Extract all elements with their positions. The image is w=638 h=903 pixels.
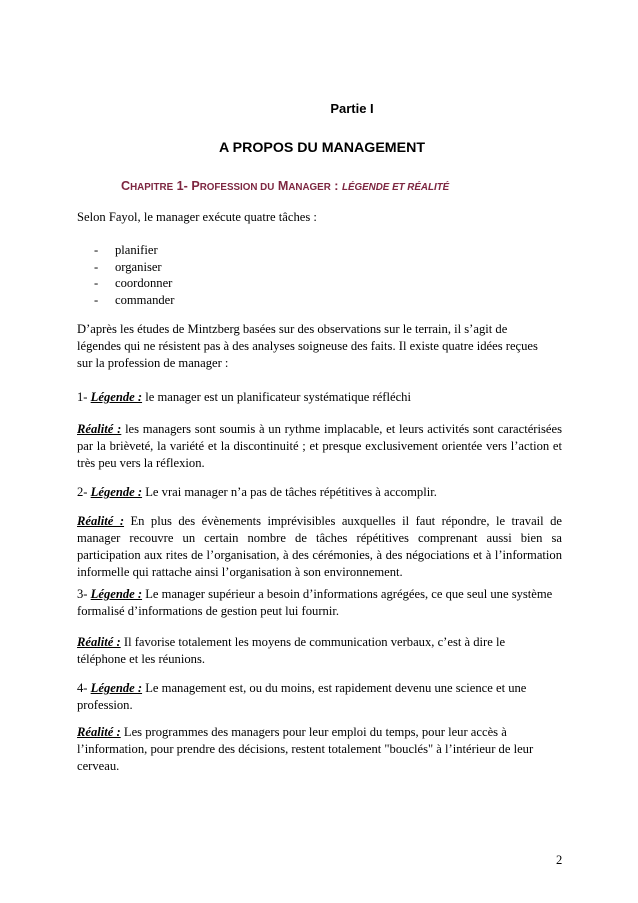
- legende-label: Légende :: [90, 390, 143, 404]
- legende-label: Légende :: [90, 587, 143, 601]
- item-number: 2-: [77, 485, 88, 499]
- legende-1: [77, 389, 562, 406]
- legende-label: Légende :: [90, 485, 143, 499]
- legende-text: Le management est, ou du moins, est rapidement devenu une science et une profession.: [77, 681, 527, 712]
- realite-label: Réalité :: [77, 422, 122, 436]
- legende-3: [77, 586, 562, 620]
- realite-text: Les programmes des managers pour leur emploi du temps, pour leur accès à l’information, pour prendre des décisions, restent totalement "bouclés" à l’intérieur de leur cerveau.: [77, 725, 534, 773]
- realite-1: [77, 421, 562, 472]
- chapter-word2-rest: ANAGER: [288, 182, 331, 193]
- legende-2: [77, 484, 562, 501]
- mintzberg-paragraph: D’après les études de Mintzberg basées sur des observations sur le terrain, il s’agit de légendes qui ne résistent pas à des analyses soigneuse des faits. Il existe quatre idées reçues sur la profession de manager :: [77, 322, 538, 370]
- task-list: [77, 242, 562, 308]
- chapter-word1-cap: P: [191, 179, 200, 193]
- list-item: [77, 242, 562, 259]
- list-dash: -: [94, 243, 99, 257]
- list-dash: -: [94, 276, 99, 290]
- chapter-word1-rest: ROFESSION DU: [199, 182, 275, 193]
- chapter-heading: [121, 178, 621, 196]
- realite-text: les managers sont soumis à un rythme implacable, et leurs activités sont caractérisées par la brièveté, la variété et la discontinuité ; et presque exclusivement orientée vers l’action et très peu vers la réflexion.: [77, 422, 562, 470]
- part-heading: Partie I: [330, 101, 374, 116]
- list-dash: -: [94, 259, 99, 274]
- legende-label: Légende :: [90, 681, 143, 695]
- list-dash: -: [94, 292, 99, 307]
- realite-label: Réalité :: [77, 725, 121, 739]
- realite-text: En plus des évènements imprévisibles auxquelles il faut répondre, le travail de manager recouvre un certain nombre de tâches répétitives comprenant aussi bien sa participation aux rites de l’organisation, à des cérémonies, à des négociations et à l’information informelle qui rattache ainsi l’organisation à son environnement.: [77, 514, 563, 579]
- item-number: 3-: [77, 587, 88, 601]
- legende-4: [77, 680, 547, 714]
- realite-text: Il favorise totalement les moyens de communication verbaux, c’est à dire le téléphone et les réunions.: [77, 635, 506, 666]
- item-number: 4-: [77, 681, 88, 695]
- chapter-subtitle: LÉGENDE ET RÉALITÉ: [341, 182, 450, 193]
- list-item-text: planifier: [115, 243, 158, 257]
- chapter-word2-cap: M: [277, 179, 289, 193]
- legende-text: le manager est un planificateur systématique réfléchi: [145, 390, 411, 404]
- page-title: A PROPOS DU MANAGEMENT: [219, 140, 425, 156]
- realite-label: Réalité :: [77, 514, 125, 528]
- list-item: [77, 259, 562, 276]
- realite-3: [77, 634, 542, 668]
- legende-text: Le vrai manager n’a pas de tâches répétitives à accomplir.: [145, 485, 437, 499]
- item-number: 1-: [77, 390, 88, 404]
- chapter-prefix-cap: C: [121, 179, 131, 193]
- list-item-text: commander: [115, 292, 175, 307]
- list-item-text: coordonner: [115, 276, 173, 290]
- intro-paragraph: Selon Fayol, le manager exécute quatre tâches :: [77, 210, 317, 224]
- list-item: [77, 292, 562, 309]
- chapter-prefix-rest: HAPITRE: [130, 182, 174, 193]
- list-item-text: organiser: [115, 259, 162, 274]
- chapter-number: 1-: [176, 179, 188, 193]
- page-number: 2: [556, 853, 563, 867]
- realite-2: [77, 513, 562, 581]
- realite-4: [77, 724, 552, 775]
- legende-text: Le manager supérieur a besoin d’informations agrégées, ce que seul une système formalisé d’informations de gestion peut lui fournir.: [77, 587, 553, 618]
- list-item: [77, 275, 562, 292]
- realite-label: Réalité :: [77, 635, 121, 649]
- chapter-separator: :: [334, 179, 339, 193]
